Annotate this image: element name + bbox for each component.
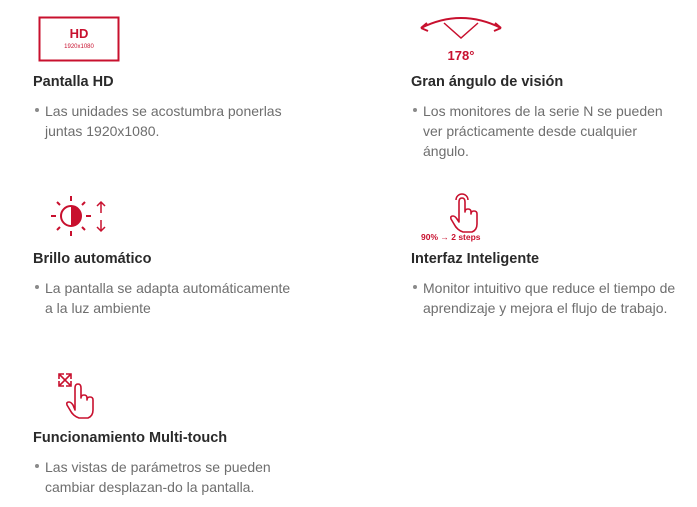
bullet-dot [35,108,39,112]
feature-title: Gran ángulo de visión [411,74,564,90]
feature-smart-interface [411,190,697,340]
feature-hd-screen [33,14,323,154]
feature-description-text: Las unidades se acostumbra ponerlas juntas 1920x1080. [45,103,282,139]
hd-screen-icon [38,16,120,67]
smart-interface-steps: 90% → 2 steps [421,232,481,242]
feature-viewing-angle [411,14,697,164]
feature-multi-touch [33,368,323,503]
feature-auto-brightness [33,190,323,330]
feature-title: Brillo automático [33,251,152,267]
feature-title: Interfaz Inteligente [411,251,540,267]
feature-title: Pantalla HD [33,74,114,90]
viewing-angle-icon [415,14,507,71]
smart-interface-icon [421,192,511,249]
auto-brightness-icon [49,194,115,245]
bullet-dot [35,285,39,289]
multi-touch-icon [55,370,105,425]
hd-icon-label: HD [69,26,89,41]
bullet-dot [413,108,417,112]
hd-icon-resolution: 1920x1080 [64,44,94,50]
viewing-angle-value: 178° [447,48,475,63]
feature-description-text: Las vistas de parámetros se pueden cambiar desplazan-do la pantalla. [45,459,271,495]
bullet-dot [413,285,417,289]
feature-description-text: La pantalla se adapta automáticamente a la luz ambiente [45,280,291,316]
feature-title: Funcionamiento Multi-touch [33,430,228,446]
bullet-dot [35,464,39,468]
feature-description-text: Los monitores de la serie N se pueden ver prácticamente desde cualquier ángulo. [423,103,663,159]
feature-description-text: Monitor intuitivo que reduce el tiempo de aprendizaje y mejora el flujo de trabajo. [423,280,676,316]
